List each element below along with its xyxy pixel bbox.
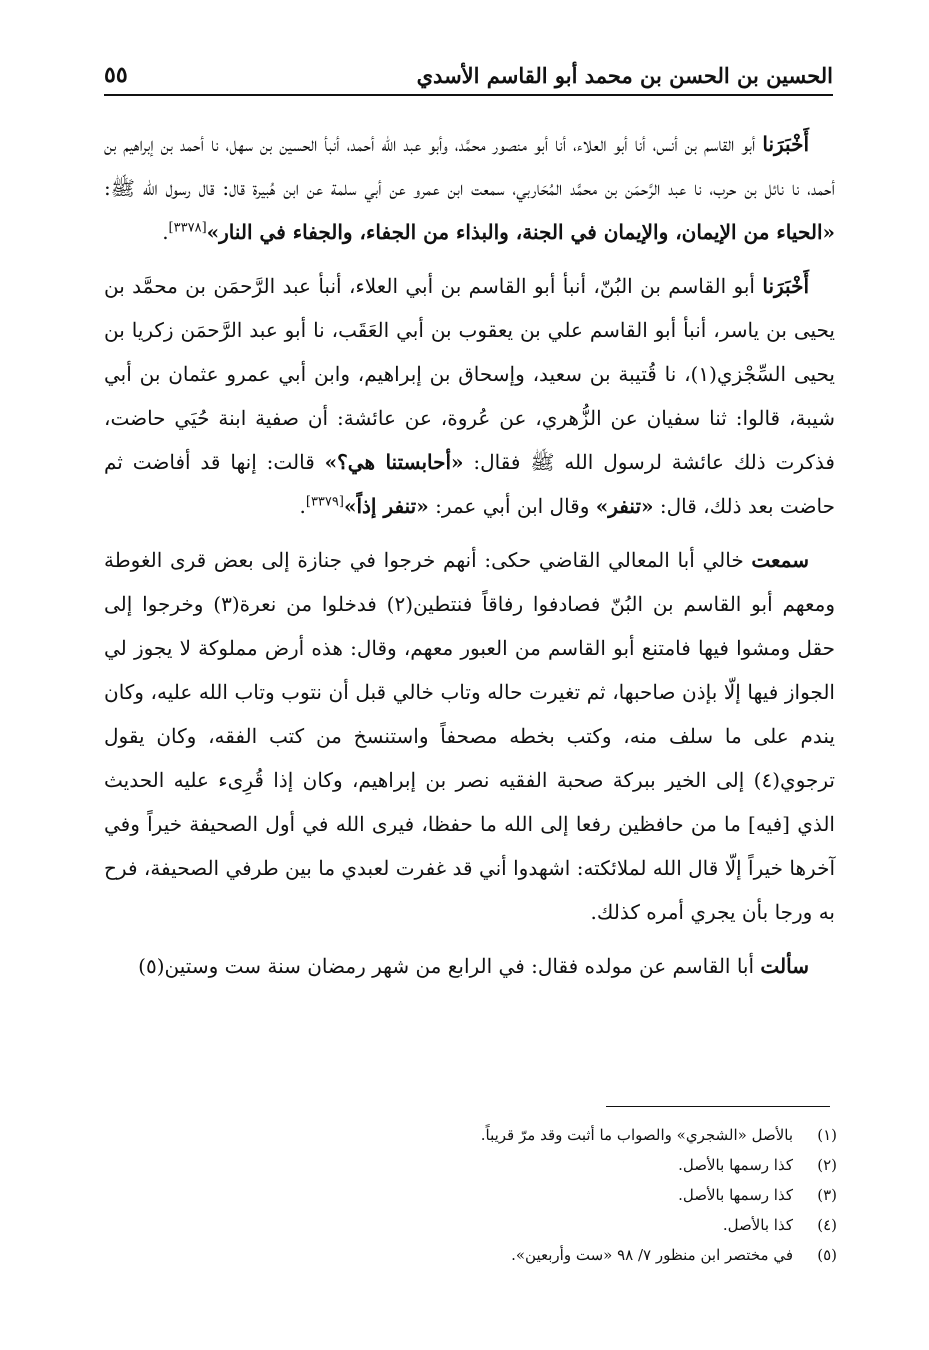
- hadith-quote: «أحابستنا هي؟»: [324, 450, 464, 474]
- hadith-number: [٣٣٧٨]: [168, 220, 207, 236]
- paragraph-text: أبو القاسم بن أنس، أنا أبو العلاء، أنا أبو منصور محمَّد، وأبو عبد الله أحمد، أنبأ الحسين بن سهل، نا أحمد بن إبراهيم بن أحمد، نا نائل بن حرب، نا عبد الرَّحمَن بن محمَّد المُحَاربي، سمعت ابن عمرو عن أبي سلمة عن ابن هُبيرة قال: قال رسول الله ﷺ:: [104, 132, 835, 200]
- paragraph-1: [104, 122, 835, 254]
- paragraph-lead-word: أَخْبَرَنا: [762, 132, 809, 156]
- paragraph-4: [104, 944, 835, 988]
- paragraph-lead-word: سمعت: [751, 548, 809, 572]
- footnote-item: [110, 1150, 837, 1180]
- footnote-item: [110, 1120, 837, 1150]
- footnotes: [110, 1120, 837, 1270]
- footnote-item: [110, 1180, 837, 1210]
- footnote-item: [110, 1210, 837, 1240]
- paragraph-text: وقال ابن أبي عمر:: [428, 494, 596, 518]
- hadith-number: [٣٣٧٩]: [305, 494, 344, 510]
- paragraph-3: [104, 538, 835, 934]
- paragraph-2: [104, 264, 835, 528]
- hadith-quote: «الحياء من الإيمان، والإيمان في الجنة، والبذاء من الجفاء، والجفاء في النار»: [206, 220, 835, 244]
- hadith-quote: «تنفر»: [595, 494, 654, 518]
- hadith-quote: «تنفر إذاً»: [343, 494, 429, 518]
- footnote-number: (٤): [817, 1216, 837, 1234]
- page-number: ٥٥: [104, 62, 128, 88]
- footnote-number: (٥): [817, 1246, 837, 1264]
- paragraph-text: أبو القاسم بن البُنّ، أنبأ أبو القاسم بن أبي العلاء، أنبأ عبد الرَّحمَن بن محمَّد بن يحيى بن ياسر، أنبأ أبو القاسم علي بن يعقوب بن أبي العَقَب، نا أبو عبد الرَّحمَن زكريا بن يحيى السِّجْزي(١)، نا قُتيبة بن سعيد، وإسحاق بن إبراهيم، وابن أبي عمرو عثمان بن أبي شيبة، قالوا: ثنا سفيان عن الزُّهري، عن عُروة، عن عائشة: أن صفية ابنة حُيَي حاضت، فذكرت ذلك عائشة لرسول الله ﷺ فقال:: [104, 274, 836, 474]
- paragraph-text: قالت: إنها قد أفاضت ثم حاضت بعد ذلك، قال:: [104, 450, 835, 518]
- footnote-text: كذا رسمها بالأصل.: [678, 1186, 793, 1204]
- footnote-number: (٢): [817, 1156, 837, 1174]
- footnote-text: كذا بالأصل.: [722, 1216, 793, 1234]
- paragraph-lead-word: أَخْبَرَنا: [762, 274, 809, 298]
- running-header: [104, 62, 833, 96]
- footnote-number: (١): [817, 1126, 837, 1144]
- paragraph-text: أبا القاسم عن مولده فقال: في الرابع من شهر رمضان سنة ست وستين(٥): [138, 954, 761, 978]
- footnote-number: (٣): [817, 1186, 837, 1204]
- paragraph-lead-word: سألت: [760, 954, 809, 978]
- paragraph-tail: .: [162, 220, 169, 244]
- paragraph-text: خالي أبا المعالي القاضي حكى: أنهم خرجوا في جنازة إلى بعض قرى الغوطة ومعهم أبو القاسم بن البُنّ فصادفوا رفاقاً فنتطين(٢) فدخلوا من نعرة(٣) وخرجوا إلى حقل ومشوا فيها فامتنع أبو القاسم من العبور معهم، وقال: هذه أرض مملوكة لا يجوز لي الجواز فيها إلّا بإذن صاحبها، ثم تغيرت حاله وتاب خالي قبل أن نتوب وتاب الله عليه، وكان يندم على ما سلف منه، وكتب بخطه مصحفاً واستنسخ من كتب الفقه، وكان يقول ترجوي(٤) إلى الخير ببركة صحبة الفقيه نصر بن إبراهيم، وكان إذا قُرِىء عليه الحديث الذي [فيه] ما من حافظين رفعا إلى الله ما حفظا، فيرى الله في أول الصحيفة خيراً وفي آخرها خيراً إلّا قال الله لملائكته: اشهدوا أني قد غفرت لعبدي ما بين طرفي الصحيفة، فرح به ورجا بأن يجري أمره كذلك.: [104, 548, 835, 924]
- footnote-text: كذا رسمها بالأصل.: [678, 1156, 793, 1174]
- main-text: [104, 122, 835, 998]
- paragraph-tail: .: [299, 494, 306, 518]
- footnote-separator: [606, 1106, 830, 1107]
- footnote-text: في مختصر ابن منظور ٧/ ٩٨ «ست وأربعين».: [511, 1246, 793, 1264]
- header-title: الحسين بن الحسن بن محمد أبو القاسم الأسدي: [416, 63, 833, 88]
- footnote-text: بالأصل «الشجري» والصواب ما أثبت وقد مرّ قريباً.: [480, 1126, 793, 1144]
- footnote-item: [110, 1240, 837, 1270]
